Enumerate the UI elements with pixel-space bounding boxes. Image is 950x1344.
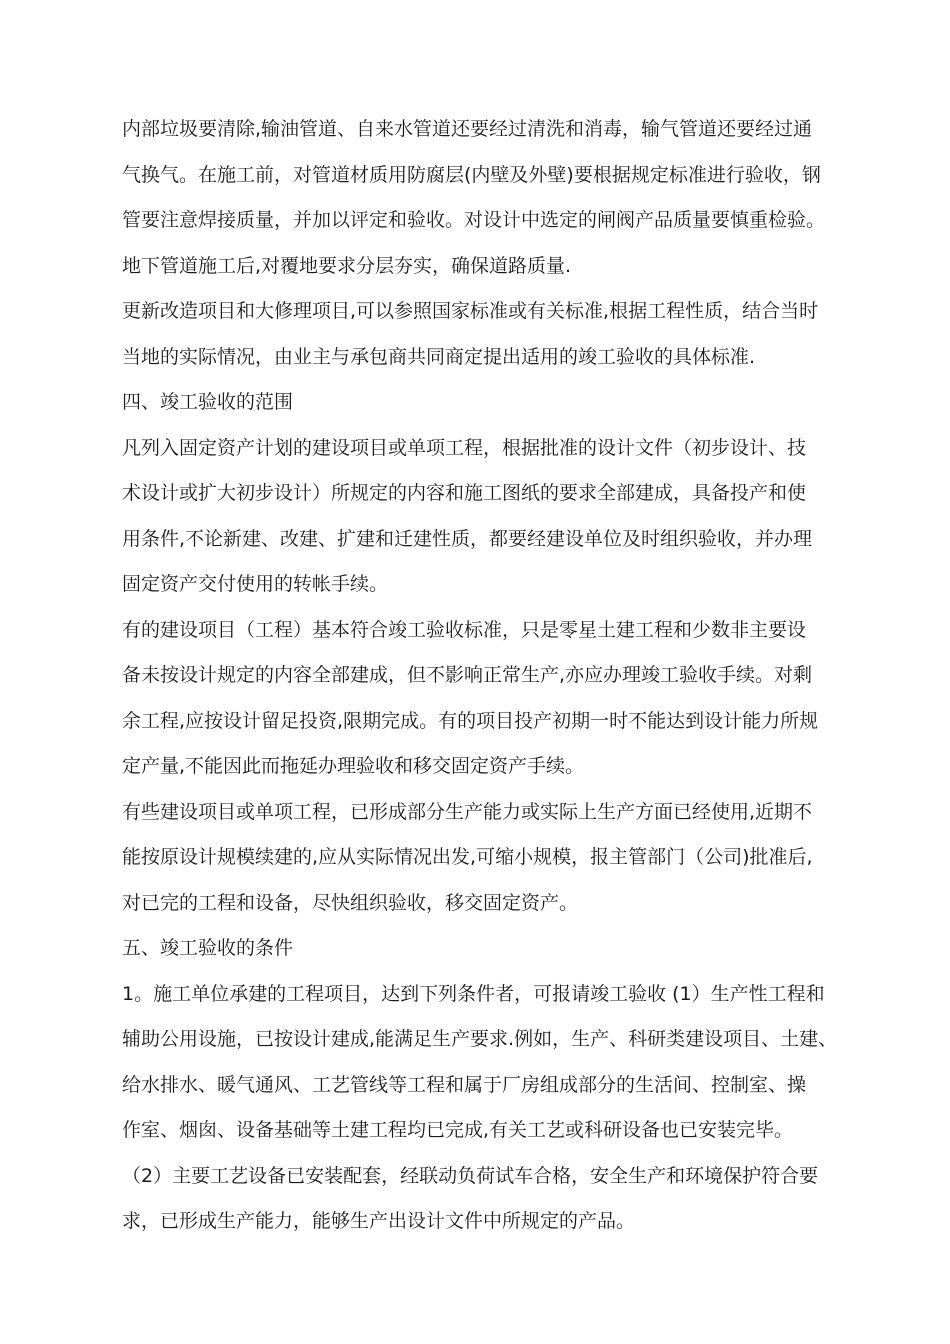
text-line: 凡列入固定资产计划的建设项目或单项工程，根据批准的设计文件（初步设计、技 — [122, 436, 807, 459]
text-line: 对已完的工程和设备，尽快组织验收，移交固定资产。 — [122, 891, 579, 914]
text-line: 术设计或扩大初步设计）所规定的内容和施工图纸的要求全部建成，具备投产和使 — [122, 482, 807, 504]
document-body — [122, 107, 842, 1245]
text-line: 有的建设项目（工程）基本符合竣工验收标准，只是零星土建工程和少数非主要设 — [122, 618, 807, 641]
text-line: 更新改造项目和大修理项目,可以参照国家标准或有关标准,根据工程性质，结合当时 — [122, 300, 819, 322]
text-line: 定产量,不能因此而拖延办理验收和移交固定资产手续。 — [122, 755, 585, 777]
text-line: 内部垃圾要清除,输油管道、自来水管道还要经过清洗和消毒，输气管道还要经过通 — [122, 118, 813, 140]
text-line: 余工程,应按设计留足投资,限期完成。有的项目投产初期一时不能达到设计能力所规 — [122, 709, 819, 732]
text-line: 管要注意焊接质量，并加以评定和验收。对设计中选定的闸阀产品质量要慎重检验。 — [122, 209, 826, 231]
text-line: 用条件,不论新建、改建、扩建和迁建性质，都要经建设单位及时组织验收，并办理 — [122, 527, 813, 550]
text-line: 辅助公用设施，已按设计建成,能满足生产要求.例如，生产、科研类建设项目、土建、 — [122, 1028, 838, 1050]
text-line: 1。施工单位承建的工程项目，达到下列条件者，可报请竣工验收 (1）生产性工程和 — [122, 982, 825, 1005]
text-line: 作室、烟囱、设备基础等土建工程均已完成,有关工艺或科研设备也已安装完毕。 — [122, 1119, 794, 1141]
text-line: 给水排水、暖气通风、工艺管线等工程和属于厂房组成部分的生活间、控制室、操 — [122, 1073, 807, 1096]
text-line: 有些建设项目或单项工程，已形成部分生产能力或实际上生产方面已经使用,近期不 — [122, 800, 813, 823]
text-line: 能按原设计规模续建的,应从实际情况出发,可缩小规模，报主管部门（公司)批准后, — [122, 846, 813, 868]
text-line: （2）主要工艺设备已安装配套，经联动负荷试车合格，安全生产和环境保护符合要 — [122, 1164, 819, 1187]
text-line: 气换气。在施工前，对管道材质用防腐层(内壁及外壁)要根据规定标准进行验收，钢 — [122, 163, 821, 186]
text-line: 固定资产交付使用的转帐手续。 — [122, 573, 389, 595]
text-line: 备未按设计规定的内容全部建成，但不影响正常生产,亦应办理竣工验收手续。对剩 — [122, 664, 813, 686]
text-line: 当地的实际情况，由业主与承包商共同商定提出适用的竣工验收的具体标准. — [122, 345, 756, 368]
text-line: 地下管道施工后,对覆地要求分层夯实，确保道路质量. — [122, 254, 572, 277]
text-line: 求，已形成生产能力，能够生产出设计文件中所规定的产品。 — [122, 1210, 636, 1232]
section-heading: 四、竣工验收的范围 — [122, 391, 294, 413]
section-heading: 五、竣工验收的条件 — [122, 937, 294, 959]
